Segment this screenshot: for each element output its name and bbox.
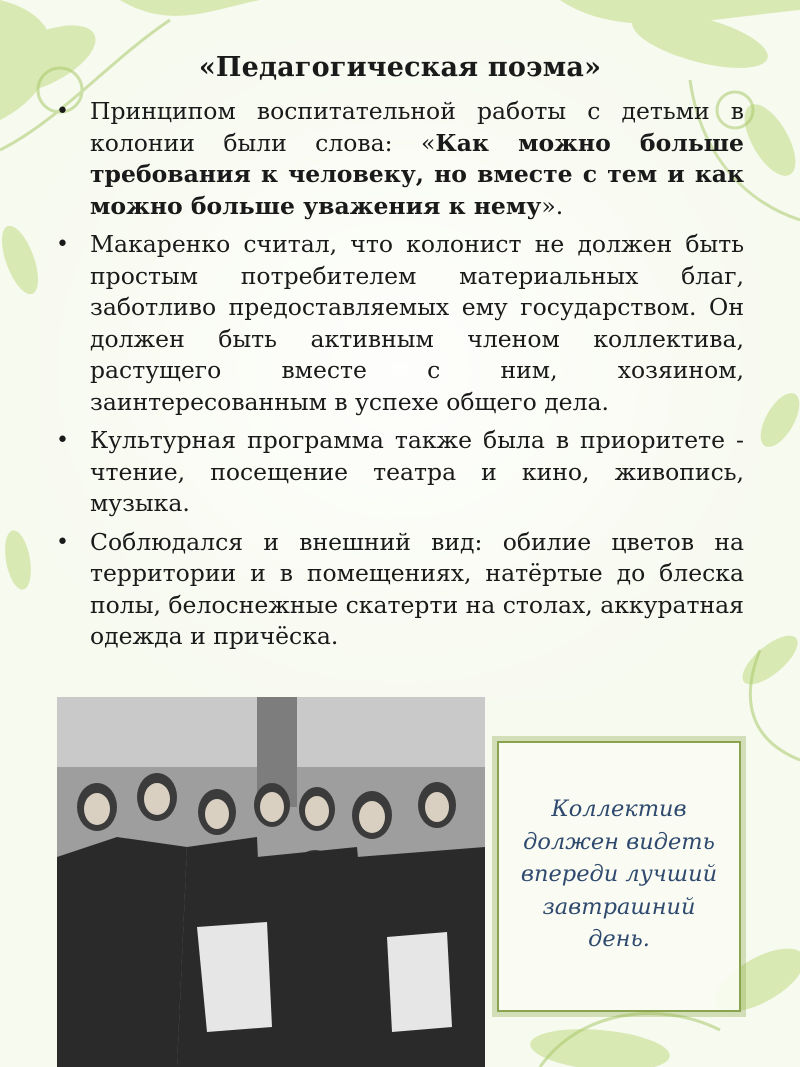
- bullet-principle: [48, 96, 744, 222]
- slide-title: «Педагогическая поэма»: [198, 52, 602, 83]
- quote-line: впереди лучший: [520, 861, 718, 887]
- group-photo: [57, 697, 485, 1067]
- bullet-list-container: [48, 96, 744, 660]
- bullet-text: Принципом воспитательной работы с детьми в колонии были слова: «: [90, 97, 744, 157]
- quote-line: Коллектив: [551, 796, 687, 822]
- bullet-list: [48, 96, 744, 653]
- bullet-culture: • Культурная программа также была в приоритете - чтение, посещение театра и кино, живопись, музыка.: [48, 425, 744, 520]
- quote-box: [497, 741, 741, 1012]
- quote-line: завтрашний: [542, 893, 696, 920]
- bullet-text: ».: [541, 191, 564, 220]
- bullet-appearance: • Соблюдался и внешний вид: обилие цветов на территории и в помещениях, натёртые до блеска полы, белоснежные скатерти на столах, аккуратная одежда и причёска.: [48, 527, 744, 653]
- quote-line: должен видеть: [523, 828, 715, 855]
- quote-line: день.: [588, 926, 650, 952]
- quote-text: [499, 793, 739, 956]
- bullet-bold-quote: Как можно больше требования к человеку, но вместе с тем и как можно больше уважения к нему: [90, 128, 744, 220]
- bullet-makarenko: • Макаренко считал, что колонист не должен быть простым потребителем материальных благ, заботливо предоставляемых ему государством. Он должен быть активным членом коллектива, растущего вместе с ним, хозяином, заинтересованным в успехе общего дела.: [48, 229, 744, 418]
